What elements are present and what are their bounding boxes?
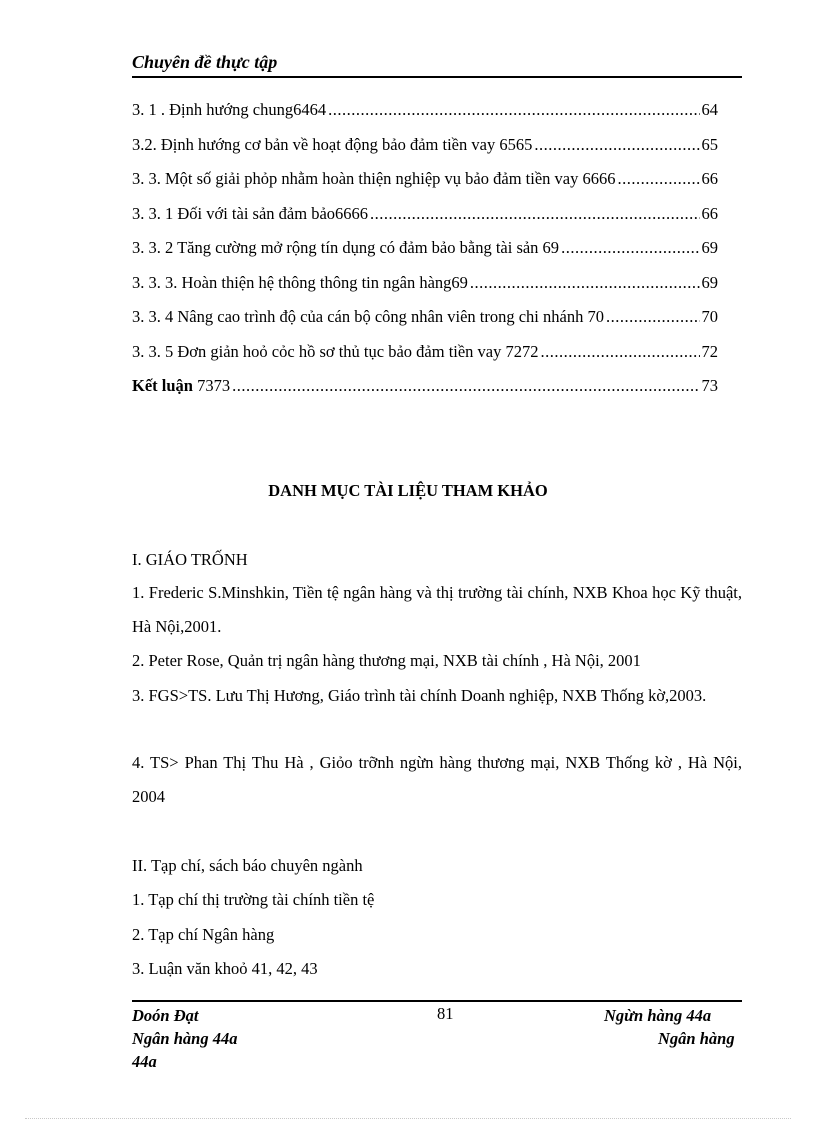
reference-item: 3. Luận văn khoỏ 41, 42, 43 — [132, 959, 318, 978]
toc-entry — [132, 135, 718, 170]
page-header-title: Chuyên đề thực tập — [132, 52, 278, 72]
toc-dot-leader — [534, 135, 699, 155]
header-rule — [132, 76, 742, 78]
toc-entry-page: 66 — [701, 203, 718, 223]
page-number: 81 — [437, 1004, 454, 1023]
footer-author: Doón Đạt — [132, 1006, 199, 1025]
references-heading: DANH MỤC TÀI LIỆU THAM KHẢO — [268, 481, 548, 500]
toc-entry-title: 3. 3. 5 Đơn giản hoỏ cỏc hồ sơ thủ tục bảo đảm tiền vay 7272 — [132, 341, 539, 361]
toc-dot-leader — [606, 307, 700, 327]
toc-entry-conclusion — [132, 376, 718, 411]
toc-entry-page: 64 — [701, 100, 718, 119]
toc-conclusion-label: Kết luận — [132, 376, 193, 395]
toc-dot-leader — [470, 273, 700, 293]
reference-item: 2. Tạp chí Ngân hàng — [132, 925, 275, 944]
toc-entry-page: 73 — [701, 376, 718, 395]
toc-dot-leader — [232, 376, 699, 396]
toc-entry — [132, 307, 718, 342]
toc-conclusion-suffix: 7373 — [192, 376, 231, 395]
reference-item: 1. Frederic S.Minshkin, Tiền tệ ngân hàng và thị trường tài chính, NXB Khoa học Kỹ thuật, Hà Nội,2001. — [132, 583, 742, 636]
toc-dot-leader — [617, 169, 699, 189]
toc-entry — [132, 273, 718, 308]
toc-entry-title: 3. 3. 3. Hoàn thiện hệ thông thông tin ngân hàng69 — [132, 272, 468, 292]
toc-entry-title: 3. 3. Một số giải phỏp nhằm hoàn thiện nghiệp vụ bảo đảm tiền vay 6666 — [132, 169, 616, 188]
footer-class-right: Ngừn hàng 44a — [604, 1006, 712, 1025]
references-section-journals: II. Tạp chí, sách báo chuyên ngành — [132, 856, 363, 875]
toc-entry-title: 3. 3. 2 Tăng cường mở rộng tín dụng có đảm bảo bằng tài sản 69 — [132, 238, 560, 257]
toc-entry-page: 69 — [701, 272, 718, 292]
reference-item: 4. TS> Phan Thị Thu Hà , Giỏo trỡnh ngừn hàng thương mại, NXB Thống kờ , Hà Nội, 2004 — [132, 753, 742, 806]
toc-entry — [132, 169, 718, 204]
toc-entry — [132, 342, 718, 377]
footer-class-left: Ngân hàng 44a — [132, 1029, 238, 1048]
toc-entry-title: 3. 3. 4 Nâng cao trình độ của cán bộ công nhân viên trong chi nhánh 70 — [132, 307, 604, 326]
toc-entry — [132, 100, 718, 135]
toc-entry-title: 3. 1 . Định hướng chung6464 — [132, 100, 327, 119]
toc-entry-page: 66 — [701, 169, 718, 188]
page-bottom-dotted-edge — [25, 1118, 791, 1119]
toc-entry-page: 65 — [701, 134, 718, 154]
reference-item: 1. Tạp chí thị trường tài chính tiền tệ — [132, 890, 375, 909]
table-of-contents — [132, 100, 718, 411]
toc-dot-leader — [541, 342, 700, 362]
reference-item: 2. Peter Rose, Quản trị ngân hàng thương mại, NXB tài chính , Hà Nội, 2001 — [132, 651, 641, 670]
footer-rule — [132, 1000, 742, 1002]
toc-entry-page: 72 — [701, 341, 718, 361]
toc-dot-leader — [370, 204, 699, 224]
reference-item: 3. FGS>TS. Lưu Thị Hương, Giáo trình tài chính Doanh nghiệp, NXB Thống kờ,2003. — [132, 686, 707, 705]
toc-entry-title: 3.2. Định hướng cơ bản về hoạt động bảo đảm tiền vay 6565 — [132, 134, 533, 154]
toc-entry-title: 3. 3. 1 Đối với tài sản đảm bảo6666 — [132, 203, 369, 223]
footer-class-left-3: 44a — [132, 1052, 157, 1071]
toc-entry-page: 70 — [701, 307, 718, 326]
toc-entry-title — [132, 376, 230, 396]
references-section-textbooks: I. GIÁO TRỐNH — [132, 550, 248, 569]
footer-class-right-2: Ngân hàng — [658, 1029, 735, 1048]
toc-dot-leader — [328, 100, 699, 120]
toc-entry-page: 69 — [701, 238, 718, 257]
toc-entry — [132, 204, 718, 239]
toc-entry — [132, 238, 718, 273]
toc-dot-leader — [561, 238, 699, 258]
